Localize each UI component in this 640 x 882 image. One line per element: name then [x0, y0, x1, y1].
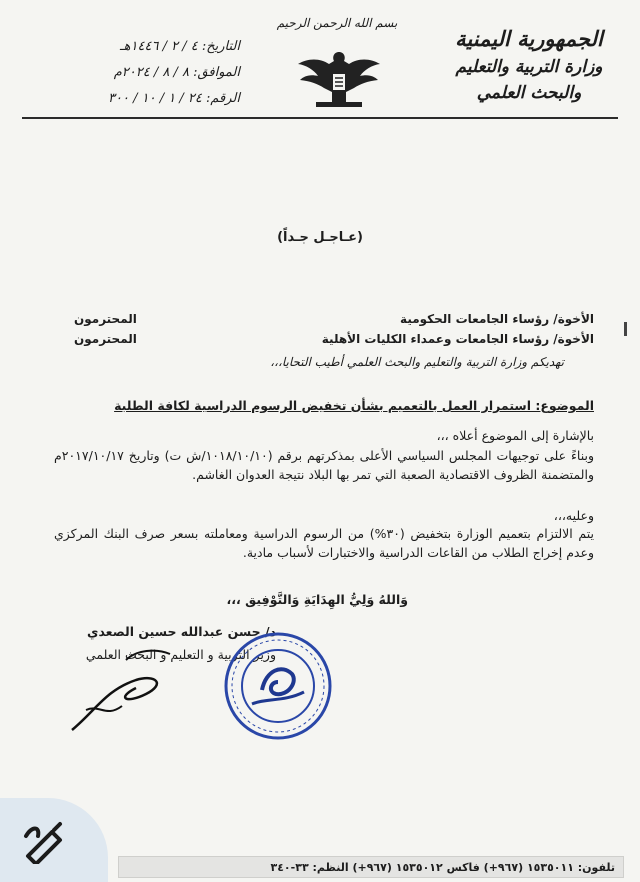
reference-number: الرقم: ٢٤ / ١ / ١٠ / ٣٠٠	[108, 91, 240, 106]
body-basis: وبناءً على توجيهات المجلس السياسي الأعلى بمذكرتهم برقم (١٠١٨/١٠/١٠/ش ت) وتاريخ ٢٠١٧/١٠/١٧م والمتضمنة الظروف الاقتصادية الصعبة التي تمر بها البلاد نتيجة العدوان الغاشم.	[54, 448, 594, 482]
closing-line: وَاللهُ وَلِيُّ الهِدَايَةِ وَالتَّوْفِيق ،،،	[226, 592, 408, 607]
addressee-to: الأخوة/ رؤساء الجامعات الحكومية	[400, 312, 594, 326]
signature-icon	[66, 640, 196, 740]
body-and: وعليه،،،	[553, 508, 594, 523]
eagle-emblem-icon	[296, 48, 382, 110]
date-gregorian: الموافق: ٨ / ٨ / ٢٠٢٤م	[113, 65, 240, 80]
basmala: بسم الله الرحمن الرحيم	[276, 16, 398, 30]
margin-mark	[624, 322, 627, 336]
addressee-honorific: المحترمون	[74, 332, 137, 346]
addressee-to: الأخوة/ رؤساء الجامعات وعمداء الكليات الأهلية	[321, 332, 594, 346]
addressee-line	[34, 332, 594, 352]
ministry-line-1: الجمهورية اليمنية	[455, 26, 603, 51]
date-hijri: التاريخ: ٤ / ٢ / ١٤٤٦هـ	[119, 39, 240, 54]
edit-button[interactable]	[0, 798, 108, 882]
footer-contact: تلفون: ١٥٣٥٠١١ (٩٦٧+) فاكس ١٥٣٥٠١٢ (٩٦٧+) النظم: ٣٣-٣٤٠	[118, 856, 624, 878]
document-dates	[40, 34, 240, 112]
ministry-line-2: وزارة التربية والتعليم والبحث العلمي	[455, 57, 603, 103]
signer-name: د/ حسن عبدالله حسين الصعدي	[87, 624, 276, 639]
signer-title: وزير التربية و التعليم و البحث العلمي	[85, 647, 276, 662]
addressee-honorific: المحترمون	[74, 312, 137, 326]
body-commitment: يتم الالتزام بتعميم الوزارة بتخفيض (٣٠%) من الرسوم الدراسية ومعاملته بسعر صرف البنك المركزي وعدم إخراج الطلاب من القاعات الدراسية والاختبارات لأسباب مادية.	[54, 526, 594, 560]
pen-icon	[22, 820, 72, 864]
addressee-line	[34, 312, 594, 332]
ministry-header	[434, 24, 624, 106]
body-reference: بالإشارة إلى الموضوع أعلاه ،،،	[436, 428, 594, 443]
subject-line: الموضوع: استمرار العمل بالتعميم بشأن تخفيض الرسوم الدراسية لكافة الطلبة	[114, 398, 594, 413]
official-stamp-icon	[222, 630, 334, 742]
greeting: تهديكم وزارة التربية والتعليم والبحث العلمي أطيب التحايا،،،	[270, 355, 564, 369]
urgent-label: (عـاجـل جـداً)	[277, 230, 363, 245]
header-divider	[22, 117, 618, 119]
